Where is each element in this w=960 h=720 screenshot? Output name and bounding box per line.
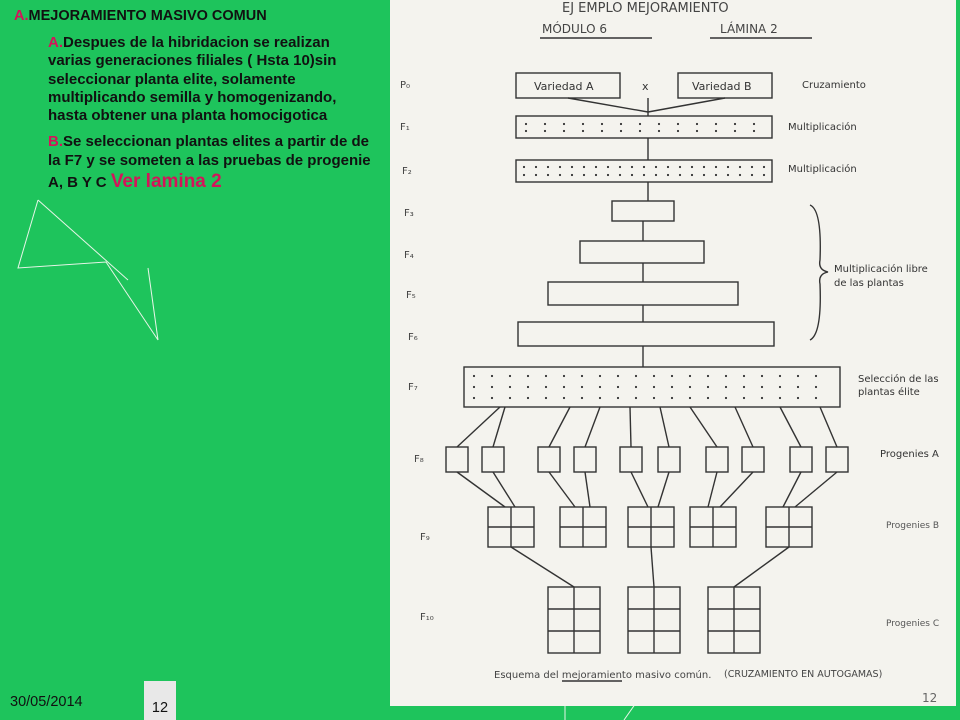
label-multiplicacion-libre: Multiplicación libre (834, 264, 928, 275)
seed-dot (509, 375, 511, 377)
seed-dot (643, 174, 645, 176)
seed-dot (523, 174, 525, 176)
seed-dot (595, 166, 597, 168)
seed-dot (535, 174, 537, 176)
gen-f10: F₁₀ (420, 612, 434, 623)
paragraph-b-label: B. (48, 133, 63, 151)
seed-dot (715, 174, 717, 176)
seed-dot (473, 375, 475, 377)
seed-dot (707, 386, 709, 388)
seed-dot (707, 397, 709, 399)
seed-dot (679, 166, 681, 168)
paragraph-b (48, 133, 374, 193)
seed-dot (761, 386, 763, 388)
seed-dot (753, 123, 755, 125)
seed-dot (715, 166, 717, 168)
seed-dot (779, 397, 781, 399)
label-progenies-c: Progenies C (886, 619, 940, 629)
seed-dot (727, 174, 729, 176)
seed-dot (734, 123, 736, 125)
seed-dot (671, 397, 673, 399)
seed-dot (509, 397, 511, 399)
gen-f9: F₉ (420, 532, 430, 543)
label-progenies-a: Progenies A (880, 449, 939, 460)
seed-dot (677, 123, 679, 125)
label-cruzamiento: Cruzamiento (802, 80, 866, 91)
seed-dot (620, 123, 622, 125)
paragraph-b-text: Se seleccionan plantas elites a partir de de la F7 y se someten a las pruebas de progenie A, B Y C (48, 133, 371, 192)
seed-dot (617, 375, 619, 377)
seed-dot (779, 375, 781, 377)
slide-number: 12 (144, 681, 176, 720)
scanned-diagram (390, 0, 956, 706)
seed-dot (599, 397, 601, 399)
seed-dot (743, 386, 745, 388)
seed-dot (491, 386, 493, 388)
seed-dot (677, 130, 679, 132)
label-multiplicacion-1: Multiplicación (788, 122, 857, 133)
seed-dot (715, 130, 717, 132)
seed-dot (703, 166, 705, 168)
seed-dot (715, 123, 717, 125)
seed-dot (535, 166, 537, 168)
label-multiplicacion-2: Multiplicación (788, 164, 857, 175)
seed-dot (725, 386, 727, 388)
seed-dot (815, 375, 817, 377)
seed-dot (696, 130, 698, 132)
seed-dot (655, 174, 657, 176)
seed-dot (743, 375, 745, 377)
breeding-scheme-diagram (390, 0, 956, 706)
seed-dot (491, 397, 493, 399)
seed-dot (523, 166, 525, 168)
seed-dot (739, 174, 741, 176)
seed-dot (696, 123, 698, 125)
lamina-reference: Ver lamina 2 (110, 171, 222, 193)
seed-dot (583, 174, 585, 176)
paragraph-a-label: A. (48, 34, 63, 51)
seed-dot (815, 397, 817, 399)
seed-dot (599, 375, 601, 377)
seed-dot (491, 375, 493, 377)
seed-dot (619, 174, 621, 176)
seed-dot (679, 174, 681, 176)
seed-dot (703, 174, 705, 176)
title-label: A. (14, 8, 29, 24)
seed-dot (689, 397, 691, 399)
seed-dot (671, 386, 673, 388)
seed-dot (734, 130, 736, 132)
seed-dot (563, 123, 565, 125)
header-top: EJ EMPLO MEJORAMIENTO (562, 1, 729, 16)
seed-dot (582, 123, 584, 125)
seed-dot (743, 397, 745, 399)
seed-dot (525, 130, 527, 132)
seed-dot (751, 174, 753, 176)
title-text: MEJORAMIENTO MASIVO COMUN (28, 8, 267, 24)
seed-dot (815, 386, 817, 388)
seed-dot (545, 397, 547, 399)
gen-f6: F₆ (408, 332, 418, 343)
seed-dot (563, 386, 565, 388)
seed-dot (473, 397, 475, 399)
seed-dot (619, 166, 621, 168)
gen-f7: F₇ (408, 382, 418, 393)
seed-dot (601, 123, 603, 125)
seed-dot (763, 174, 765, 176)
seed-dot (707, 375, 709, 377)
seed-dot (617, 386, 619, 388)
seed-dot (620, 130, 622, 132)
seed-dot (655, 166, 657, 168)
seed-dot (559, 174, 561, 176)
seed-dot (583, 166, 585, 168)
header-modulo: MÓDULO 6 (542, 22, 607, 36)
seed-dot (797, 375, 799, 377)
footer-date: 30/05/2014 (10, 694, 83, 710)
seed-dot (779, 386, 781, 388)
seed-dot (509, 386, 511, 388)
cross-symbol: x (642, 80, 649, 93)
seed-dot (691, 174, 693, 176)
seed-dots (473, 123, 817, 399)
seed-dot (751, 166, 753, 168)
seed-dot (581, 386, 583, 388)
paragraph-a (48, 34, 374, 125)
seed-dot (797, 397, 799, 399)
label-de-las-plantas: de las plantas (834, 278, 904, 289)
scan-page-number: 12 (922, 691, 938, 705)
seed-dot (667, 166, 669, 168)
seed-dot (527, 397, 529, 399)
seed-dot (635, 386, 637, 388)
seed-dot (601, 130, 603, 132)
seed-dot (631, 174, 633, 176)
slide-title (14, 8, 374, 24)
seed-dot (563, 375, 565, 377)
variety-b: Variedad B (692, 80, 752, 93)
seed-dot (727, 166, 729, 168)
header-lamina: LÁMINA 2 (720, 22, 778, 36)
seed-dot (544, 130, 546, 132)
seed-dot (527, 386, 529, 388)
label-plantas-elite: plantas élite (858, 387, 920, 398)
seed-dot (658, 123, 660, 125)
seed-dot (739, 166, 741, 168)
paragraph-a-text: Despues de la hibridacion se realizan varias generaciones filiales ( Hsta 10)sin seleccionar planta elite, solamente multiplicando semilla y homogenizando, hasta obtener una planta homocigotica (48, 34, 337, 125)
seed-dot (763, 166, 765, 168)
seed-dot (607, 174, 609, 176)
label-progenies-b: Progenies B (886, 521, 939, 531)
seed-dot (653, 397, 655, 399)
seed-dot (725, 375, 727, 377)
seed-dot (563, 397, 565, 399)
seed-dot (761, 397, 763, 399)
seed-dot (525, 123, 527, 125)
seed-dot (571, 166, 573, 168)
seed-dot (563, 130, 565, 132)
seed-dot (595, 174, 597, 176)
seed-dot (545, 386, 547, 388)
seed-dot (639, 130, 641, 132)
seed-dot (635, 397, 637, 399)
variety-a: Variedad A (534, 80, 594, 93)
gen-f1: F₁ (400, 122, 410, 133)
seed-dot (635, 375, 637, 377)
seed-dot (473, 386, 475, 388)
seed-dot (653, 386, 655, 388)
label-seleccion: Selección de las (858, 374, 939, 385)
gen-f4: F₄ (404, 250, 414, 261)
seed-dot (753, 130, 755, 132)
seed-dot (691, 166, 693, 168)
seed-dot (547, 174, 549, 176)
diagram-caption-paren: (CRUZAMIENTO EN AUTOGAMAS) (724, 669, 883, 680)
seed-dot (689, 375, 691, 377)
gen-p0: P₀ (400, 80, 411, 91)
seed-dot (599, 386, 601, 388)
seed-dot (725, 397, 727, 399)
seed-dot (559, 166, 561, 168)
seed-dot (581, 375, 583, 377)
seed-dot (617, 397, 619, 399)
diagram-caption: Esquema del mejoramiento masivo común. (494, 670, 712, 681)
gen-f8: F₈ (414, 454, 424, 465)
seed-dot (667, 174, 669, 176)
seed-dot (607, 166, 609, 168)
seed-dot (639, 123, 641, 125)
gen-f3: F₃ (404, 208, 414, 219)
gen-f5: F₅ (406, 290, 416, 301)
seed-dot (658, 130, 660, 132)
seed-dot (631, 166, 633, 168)
seed-dot (689, 386, 691, 388)
seed-dot (671, 375, 673, 377)
seed-dot (581, 397, 583, 399)
seed-dot (582, 130, 584, 132)
seed-dot (544, 123, 546, 125)
seed-dot (761, 375, 763, 377)
seed-dot (545, 375, 547, 377)
seed-dot (571, 174, 573, 176)
seed-dot (547, 166, 549, 168)
gen-f2: F₂ (402, 166, 412, 177)
seed-dot (527, 375, 529, 377)
text-panel (14, 8, 374, 193)
seed-dot (653, 375, 655, 377)
seed-dot (643, 166, 645, 168)
seed-dot (797, 386, 799, 388)
